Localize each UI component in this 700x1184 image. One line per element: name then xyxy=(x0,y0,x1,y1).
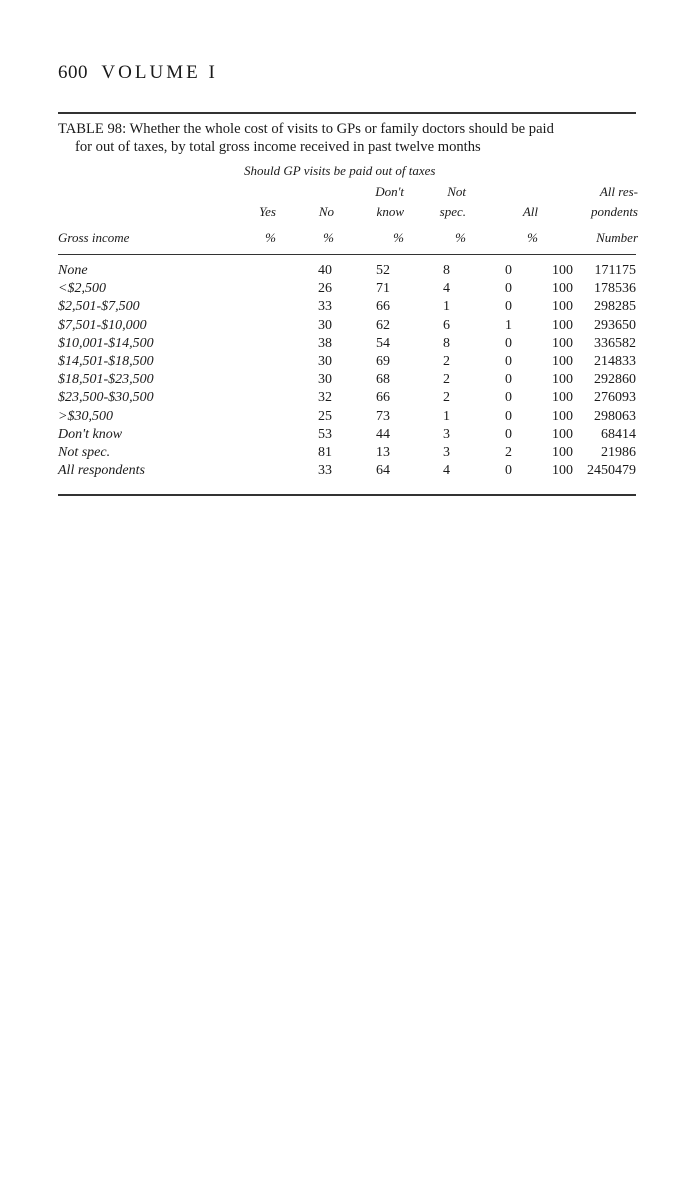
row-label: $2,501-$7,500 xyxy=(58,299,140,315)
row-label: None xyxy=(58,263,88,278)
cell-yes: 26 xyxy=(318,281,332,297)
cell-number: 298063 xyxy=(594,408,636,424)
cell-yes: 25 xyxy=(318,408,332,424)
table-row xyxy=(58,299,638,317)
cell-all: 100 xyxy=(552,263,573,278)
page-header xyxy=(58,62,218,84)
col-unit-all-respondents: Number xyxy=(596,230,638,245)
cell-number: 178536 xyxy=(594,281,636,297)
row-label: All respondents xyxy=(58,463,145,479)
col-header-all-respondents-line1: All res- xyxy=(599,184,638,199)
cell-not-spec: 0 xyxy=(505,372,512,388)
cell-dont-know: 2 xyxy=(443,353,450,369)
cell-dont-know: 8 xyxy=(443,335,450,351)
cell-no: 66 xyxy=(376,390,390,406)
cell-not-spec: 0 xyxy=(505,408,512,424)
cell-no: 52 xyxy=(376,263,390,278)
cell-number: 276093 xyxy=(594,390,636,406)
row-label: $18,501-$23,500 xyxy=(58,372,154,388)
table-row xyxy=(58,390,638,408)
cell-dont-know: 3 xyxy=(443,426,450,442)
col-header-all: All xyxy=(522,204,538,219)
col-unit-dont-know: % xyxy=(393,230,404,245)
cell-not-spec: 0 xyxy=(505,263,512,278)
row-label: $23,500-$30,500 xyxy=(58,390,154,406)
cell-all: 100 xyxy=(552,463,573,479)
cell-yes: 32 xyxy=(318,390,332,406)
cell-not-spec: 2 xyxy=(505,444,512,460)
cell-no: 73 xyxy=(376,408,390,424)
table-caption-line2: for out of taxes, by total gross income received in past twelve months xyxy=(75,139,481,155)
cell-yes: 38 xyxy=(318,335,332,351)
cell-all: 100 xyxy=(552,299,573,315)
col-header-dont-know: know xyxy=(376,204,404,219)
row-label: <$2,500 xyxy=(58,281,106,297)
row-label: $7,501-$10,000 xyxy=(58,317,147,333)
cell-number: 214833 xyxy=(594,353,636,369)
cell-all: 100 xyxy=(552,335,573,351)
cell-not-spec: 0 xyxy=(505,463,512,479)
cell-all: 100 xyxy=(552,353,573,369)
cell-dont-know: 6 xyxy=(443,317,450,333)
cell-all: 100 xyxy=(552,317,573,333)
table-row xyxy=(58,445,638,463)
cell-all: 100 xyxy=(552,444,573,460)
table-row xyxy=(58,336,638,354)
table-caption-line1: TABLE 98: Whether the whole cost of visits to GPs or family doctors should be paid xyxy=(58,121,554,137)
col-unit-not-spec: % xyxy=(455,230,466,245)
row-label: Not spec. xyxy=(58,444,111,460)
cell-number: 292860 xyxy=(594,372,636,388)
table-subcaption: Should GP visits be paid out of taxes xyxy=(244,163,436,178)
cell-dont-know: 4 xyxy=(443,463,450,479)
col-unit-no: % xyxy=(323,230,334,245)
cell-not-spec: 0 xyxy=(505,281,512,297)
cell-number: 68414 xyxy=(601,426,636,442)
cell-number: 298285 xyxy=(594,299,636,315)
col-header-not-spec: spec. xyxy=(439,204,466,219)
col-header-no: No xyxy=(318,204,334,219)
page-number: 600 xyxy=(58,62,88,83)
table-row xyxy=(58,263,638,281)
cell-dont-know: 3 xyxy=(443,444,450,460)
table-row xyxy=(58,427,638,445)
cell-dont-know: 1 xyxy=(443,408,450,424)
col-header-all-respondents: pondents xyxy=(591,204,638,219)
cell-dont-know: 4 xyxy=(443,281,450,297)
cell-no: 69 xyxy=(376,353,390,369)
cell-all: 100 xyxy=(552,281,573,297)
cell-all: 100 xyxy=(552,408,573,424)
cell-not-spec: 1 xyxy=(505,317,512,333)
table-caption xyxy=(58,120,638,156)
col-header-dont-know-line1: Don't xyxy=(375,184,404,199)
col-header-yes: Yes xyxy=(259,204,276,219)
cell-not-spec: 0 xyxy=(505,390,512,406)
cell-yes: 30 xyxy=(318,372,332,388)
volume-label: VOLUME I xyxy=(101,62,218,83)
cell-no: 68 xyxy=(376,372,390,388)
cell-yes: 33 xyxy=(318,463,332,479)
cell-dont-know: 2 xyxy=(443,390,450,406)
row-label: $10,001-$14,500 xyxy=(58,335,154,351)
table-row xyxy=(58,318,638,336)
table-bottom-rule xyxy=(58,494,636,496)
col-unit-yes: % xyxy=(265,230,276,245)
cell-dont-know: 2 xyxy=(443,372,450,388)
cell-not-spec: 0 xyxy=(505,353,512,369)
row-label-header: Gross income xyxy=(58,230,130,245)
cell-number: 293650 xyxy=(594,317,636,333)
cell-number: 2450479 xyxy=(587,463,636,479)
row-label: >$30,500 xyxy=(58,408,113,424)
cell-no: 44 xyxy=(376,426,390,442)
cell-yes: 30 xyxy=(318,353,332,369)
cell-yes: 53 xyxy=(318,426,332,442)
table-row xyxy=(58,354,638,372)
cell-not-spec: 0 xyxy=(505,335,512,351)
cell-not-spec: 0 xyxy=(505,299,512,315)
cell-all: 100 xyxy=(552,390,573,406)
cell-yes: 40 xyxy=(318,263,332,278)
cell-no: 54 xyxy=(376,335,390,351)
cell-all: 100 xyxy=(552,372,573,388)
table-row-total xyxy=(58,463,638,481)
cell-all: 100 xyxy=(552,426,573,442)
table-row xyxy=(58,409,638,427)
table-body xyxy=(58,263,638,481)
row-label: Don't know xyxy=(58,426,123,442)
cell-number: 21986 xyxy=(601,444,636,460)
cell-no: 64 xyxy=(376,463,390,479)
cell-yes: 33 xyxy=(318,299,332,315)
cell-number: 336582 xyxy=(594,335,636,351)
col-header-not-spec-line1: Not xyxy=(447,184,466,199)
table-top-rule xyxy=(58,112,636,114)
cell-yes: 81 xyxy=(318,444,332,460)
cell-yes: 30 xyxy=(318,317,332,333)
table-header-rule xyxy=(58,254,636,255)
table-row xyxy=(58,281,638,299)
cell-not-spec: 0 xyxy=(505,426,512,442)
cell-no: 66 xyxy=(376,299,390,315)
cell-number: 171175 xyxy=(594,263,636,278)
cell-dont-know: 8 xyxy=(443,263,450,278)
cell-no: 71 xyxy=(376,281,390,297)
table-row xyxy=(58,372,638,390)
col-unit-all: % xyxy=(527,230,538,245)
row-label: $14,501-$18,500 xyxy=(58,353,154,369)
cell-no: 13 xyxy=(376,444,390,460)
cell-dont-know: 1 xyxy=(443,299,450,315)
cell-no: 62 xyxy=(376,317,390,333)
